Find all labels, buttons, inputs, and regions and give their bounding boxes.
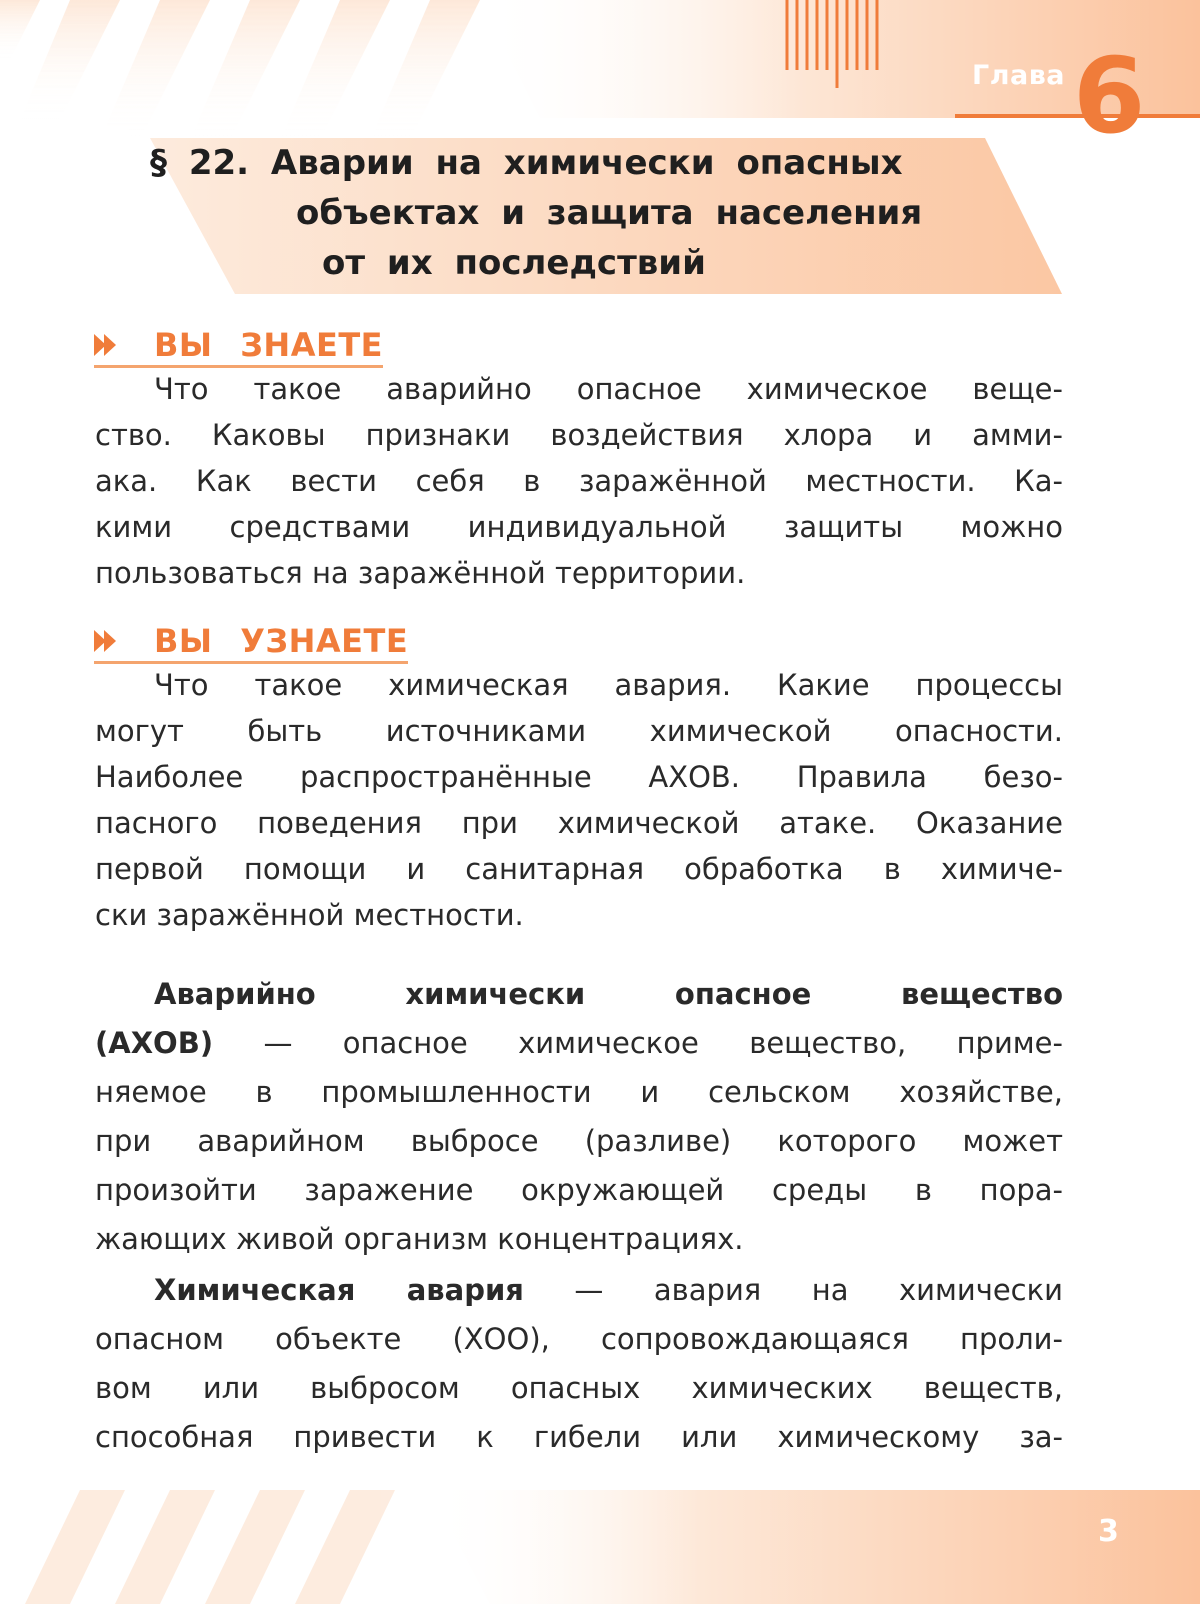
definition-ahov-line: няемое в промышленности и сельском хозяйстве, bbox=[95, 1075, 1063, 1109]
you-know-line: кими средствами индивидуальной защиты можно bbox=[95, 510, 1063, 544]
definition-ahov-line: при аварийном выбросе (разливе) которого может bbox=[95, 1124, 1063, 1158]
you-will-learn-line: пасного поведения при химической атаке. Оказание bbox=[95, 806, 1063, 840]
title-line-3: от их последствий bbox=[322, 243, 706, 283]
you-know-line: Что такое аварийно опасное химическое веще- bbox=[154, 372, 1063, 406]
you-will-learn-line: ски заражённой местности. bbox=[95, 898, 524, 932]
chapter-number: 6 bbox=[1073, 35, 1146, 157]
you-know-line: ство. Каковы признаки воздействия хлора и амми- bbox=[95, 418, 1063, 452]
double-arrow-icon bbox=[94, 626, 150, 656]
definition-accident-line: вом или выбросом опасных химических веществ, bbox=[95, 1371, 1063, 1405]
definition-accident-term: Химическая авария bbox=[154, 1273, 524, 1307]
definition-ahov-term: Аварийно химически опасное вещество bbox=[154, 977, 1063, 1011]
definition-ahov-line-rest: — опасное химическое вещество, приме- bbox=[213, 1026, 1063, 1060]
double-arrow-icon bbox=[94, 330, 150, 360]
definition-accident-line-rest: — авария на химически bbox=[523, 1273, 1063, 1307]
bottom-band bbox=[430, 1490, 1200, 1604]
you-know-paragraph bbox=[95, 366, 1063, 596]
definition-ahov bbox=[95, 970, 1063, 1264]
you-know-line: пользоваться на заражённой территории. bbox=[95, 556, 746, 590]
section-title bbox=[150, 138, 970, 288]
title-line-1 bbox=[150, 138, 970, 188]
you-will-learn-line: Что такое химическая авария. Какие процессы bbox=[154, 668, 1063, 702]
you-will-learn-line: Наиболее распространённые АХОВ. Правила безо- bbox=[95, 760, 1063, 794]
definition-accident-line: способная привести к гибели или химическому за- bbox=[95, 1420, 1063, 1454]
you-know-line: ака. Как вести себя в заражённой местности. Ка- bbox=[95, 464, 1063, 498]
you-will-learn-heading bbox=[94, 622, 408, 664]
chapter-label: Глава bbox=[972, 60, 1066, 91]
page-number: 3 bbox=[1098, 1514, 1119, 1549]
definition-ahov-line bbox=[95, 1019, 1063, 1068]
title-line-2: объектах и защита населения bbox=[296, 193, 923, 233]
definition-ahov-line: произойти заражение окружающей среды в пора- bbox=[95, 1173, 1063, 1207]
definition-ahov-line: жающих живой организм концентрациях. bbox=[95, 1222, 744, 1256]
you-will-learn-line: первой помощи и санитарная обработка в химиче- bbox=[95, 852, 1063, 886]
you-know-heading bbox=[94, 326, 383, 368]
you-will-learn-paragraph bbox=[95, 662, 1063, 938]
you-will-learn-line: могут быть источниками химической опасности. bbox=[95, 714, 1063, 748]
top-left-stripes bbox=[0, 0, 480, 140]
bottom-stripes bbox=[25, 1490, 395, 1604]
definition-ahov-abbr: (АХОВ) bbox=[95, 1026, 214, 1060]
title-line-1-text: Аварии на химически опасных bbox=[270, 143, 903, 183]
you-know-heading-text: ВЫ ЗНАЕТЕ bbox=[154, 326, 384, 364]
you-will-learn-heading-text: ВЫ УЗНАЕТЕ bbox=[154, 622, 409, 660]
section-number: § 22. bbox=[150, 143, 250, 183]
definition-accident bbox=[95, 1266, 1063, 1462]
definition-accident-line bbox=[95, 1266, 1063, 1315]
definition-accident-line: опасном объекте (ХОО), сопровождающаяся проли- bbox=[95, 1322, 1063, 1356]
